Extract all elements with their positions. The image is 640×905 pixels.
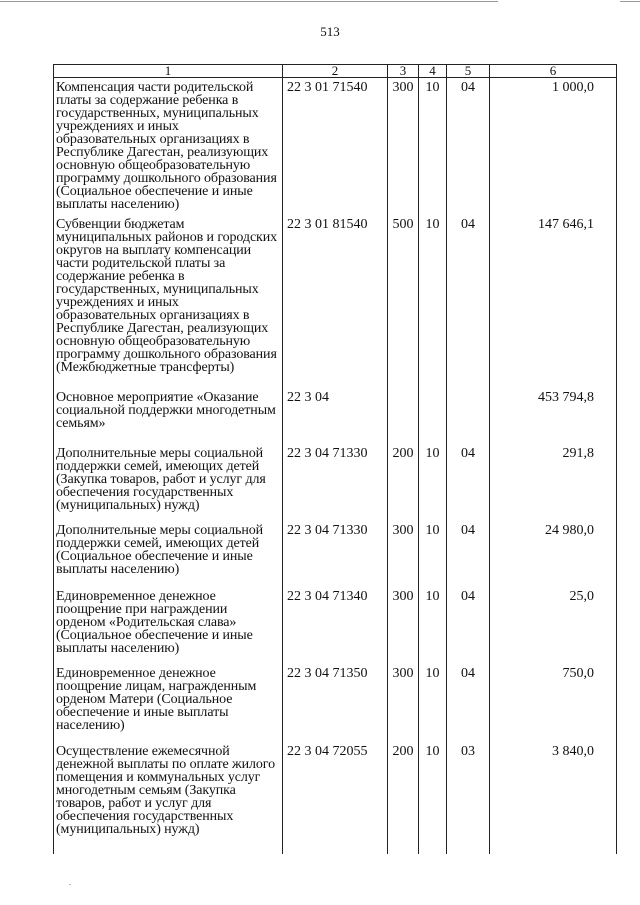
row-code: 22 3 04 (287, 389, 329, 405)
budget-table (53, 64, 617, 854)
row-col5: 04 (461, 445, 475, 461)
row-name: Субвенции бюджетам муниципальных районов и городских округов на выплату компенсации части родительской платы за содержание ребенка в государственных, муниципальных учреждениях и иных образовательных организациях в Республике Дагестан, реализующих основную общеобразовательную программу дошкольного образования (Межбюджетные трансферты) (56, 216, 278, 375)
page-number: 513 (320, 24, 340, 39)
row-col3: 300 (392, 588, 414, 604)
row-code: 22 3 01 81540 (287, 216, 368, 232)
column-header-3: 3 (388, 65, 419, 78)
row-amount: 24 980,0 (545, 522, 594, 538)
row-code: 22 3 04 72055 (287, 743, 368, 759)
row-code: 22 3 04 71330 (287, 522, 368, 538)
row-col4: 10 (425, 445, 440, 461)
row-amount: 3 840,0 (552, 743, 594, 759)
table-row (54, 590, 617, 667)
row-amount: 453 794,8 (538, 389, 594, 405)
row-name: Осуществление ежемесячной денежной выплаты по оплате жилого помещения и коммунальных услуг многодетным семьям (Закупка товаров, работ и услуг для обеспечения государственных (муниципальных) нужд) (56, 743, 275, 837)
row-name: Компенсация части родительской платы за содержание ребенка в государственных, муниципальных учреждениях и иных образовательных организациях в Республике Дагестан, реализующих основную общеобразовательную программу дошкольного образования (Социальное обеспечение и иные выплаты населению) (56, 80, 277, 212)
scan-speck (69, 884, 71, 885)
row-col4: 10 (425, 743, 440, 759)
column-header-2: 2 (283, 65, 388, 78)
row-col5: 04 (461, 588, 475, 604)
row-col4: 10 (425, 216, 440, 232)
table-row (54, 391, 617, 447)
table-row (54, 78, 617, 218)
row-name: Дополнительные меры социальной поддержки семей, имеющих детей (Закупка товаров, работ и услуг для обеспечения государственных (муниципальных) нужд) (56, 445, 266, 513)
row-col3: 300 (392, 522, 414, 538)
row-amount: 25,0 (569, 588, 594, 604)
row-name: Дополнительные меры социальной поддержки семей, имеющих детей (Социальное обеспечение и иные выплаты населению) (56, 522, 264, 577)
row-name: Единовременное денежное поощрение при награждении орденом «Родительская слава» (Социальное обеспечение и иные выплаты населению) (56, 588, 253, 656)
row-col5: 03 (461, 743, 475, 759)
row-col3: 500 (392, 216, 414, 232)
column-header-5: 5 (447, 65, 490, 78)
column-header-1: 1 (54, 65, 283, 78)
row-col4: 10 (425, 665, 440, 681)
row-code: 22 3 04 71330 (287, 445, 368, 461)
row-col4: 10 (425, 522, 440, 538)
table-row (54, 667, 617, 745)
row-code: 22 3 01 71540 (287, 80, 368, 95)
row-name: Единовременное денежное поощрение лицам, награжденным орденом Матери (Социальное обеспечение и иные выплаты населению) (56, 665, 257, 733)
row-col3: 300 (392, 665, 414, 681)
row-col5: 04 (461, 80, 475, 95)
top-scan-rule (0, 1, 498, 2)
column-header-6: 6 (490, 65, 617, 78)
row-col5: 04 (461, 665, 475, 681)
table-row (54, 218, 617, 391)
row-col3: 300 (392, 80, 414, 95)
row-code: 22 3 04 71350 (287, 665, 368, 681)
row-amount: 750,0 (562, 665, 594, 681)
table-header-row (54, 65, 617, 78)
row-amount: 147 646,1 (538, 216, 594, 232)
top-scan-rule-right (620, 1, 640, 2)
row-col4: 10 (425, 80, 440, 95)
table-row (54, 745, 617, 855)
row-code: 22 3 04 71340 (287, 588, 368, 604)
row-col4: 10 (425, 588, 440, 604)
row-amount: 1 000,0 (552, 80, 594, 95)
row-col5: 04 (461, 522, 475, 538)
row-col3: 200 (392, 445, 414, 461)
table-row (54, 524, 617, 590)
row-amount: 291,8 (562, 445, 594, 461)
row-name: Основное мероприятие «Оказание социальной поддержки многодетным семьям» (56, 389, 276, 431)
column-header-4: 4 (419, 65, 447, 78)
row-col3: 200 (392, 743, 414, 759)
table-row (54, 447, 617, 524)
row-col5: 04 (461, 216, 475, 232)
